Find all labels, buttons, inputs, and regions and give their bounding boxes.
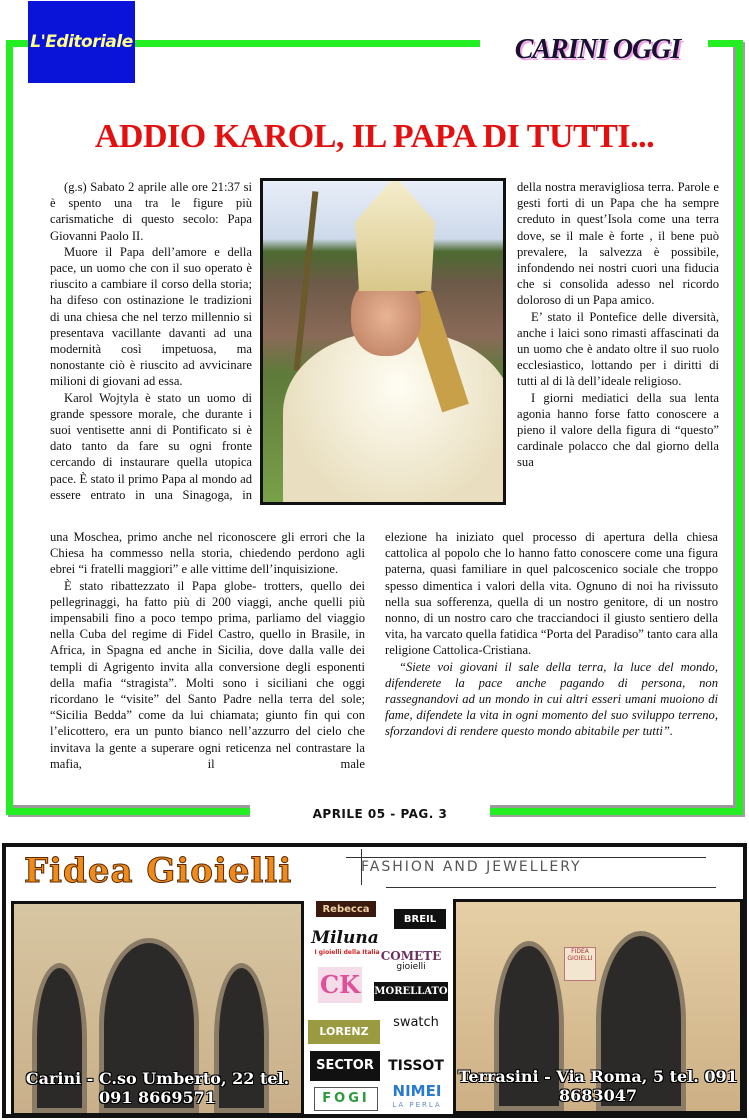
paragraph: E’ stato il Pontefice delle diversità, anche i laici sono rimasti affascinati da un uomo che è andato oltre il suo ruolo ecclesiastico, lottando per i diritti di tutti al di là dell’ideale religioso. xyxy=(517,309,719,389)
column-left-top xyxy=(50,179,252,503)
shop-photo-terrasini xyxy=(453,899,743,1114)
paragraph: È stato ribattezzato il Papa globe- trotters, quello dei pellegrinaggi, ha fatto più di 200 viaggi, anche quelli più impensabili fino a poco tempo prima, parliamo del viaggio nella Cuba del regime di Fidel Castro, quello in Brasile, in Africa, in Spagna ed anche in Sicilia, dove dalla valle dei templi di Agrigento invita alla conversione degli esponenti della mafia “stragista”. Molti sono i siciliani che oggi ricordano le “visite” del Santo Padre nella terra del sole; “Sicilia Bedda” come da lui chiamata; giunto fin qui con l’elicottero, era un punto bianco nell’azzurro del cielo che invitava la gente a superare ogni reticenza nel contrastare la mafia, il male xyxy=(50,578,365,771)
logo-miluna-sub: I gioielli della Italia xyxy=(314,948,380,956)
article-title: ADDIO KAROL, IL PAPA DI TUTTI... xyxy=(94,118,655,155)
column-right-bottom xyxy=(385,529,718,740)
paragraph: I giorni mediatici della sua lenta agonia hanno forse fatto conoscere a pieno il valore della figura di “questo” cardinale polacco che dal giorno della sua xyxy=(517,390,719,470)
logo-breil: BREIL xyxy=(394,909,446,929)
logo-miluna: Miluna xyxy=(311,927,379,948)
newspaper-logo: CARINI OGGI xyxy=(514,34,681,65)
logo-rebecca: Rebecca xyxy=(316,901,376,917)
paragraph: una Moschea, primo anche nel riconoscere gli errori che la Chiesa ha commesso nella storia, chiedendo perdono agli ebrei “i fratelli maggiori” e alle vittime dell’inquisizione. xyxy=(50,530,365,577)
logo-nimei: NIMEI xyxy=(392,1081,442,1100)
divider xyxy=(386,887,716,888)
column-left-bottom xyxy=(50,529,365,772)
logo-ck: CK xyxy=(318,967,362,1003)
logo-tissot: TISSOT xyxy=(388,1058,444,1075)
logo-fogi: FOGI xyxy=(314,1087,378,1111)
logo-sector: SECTOR xyxy=(310,1051,380,1081)
pastoral-staff xyxy=(294,191,319,371)
section-logo-editoriale xyxy=(28,1,135,83)
shop-right-caption: Terrasini - Via Roma, 5 tel. 091 8683047 xyxy=(458,1067,738,1105)
quote-paragraph: “Siete voi giovani il sale della terra, la luce del mondo, difenderete la pace anche pagando di persona, non rassegnandovi ad un mondo in cui altri esseri umani muoiono di fame, difendete la vita in ogni momento del suo sviluppo terreno, sforzandovi di rendere questo mondo abitabile per tutti”. xyxy=(385,659,718,739)
logo-lorenz: LORENZ xyxy=(308,1020,380,1044)
paragraph: (g.s) Sabato 2 aprile alle ore 21:37 si è spento una tra le figure più carismatiche di questo secolo: Papa Giovanni Paolo II. xyxy=(50,180,252,243)
brand-logos xyxy=(306,897,451,1117)
robe xyxy=(283,332,506,505)
pope-photo xyxy=(260,178,506,505)
page-footer: APRILE 05 - PAG. 3 xyxy=(285,807,475,821)
mitre xyxy=(355,178,435,291)
shop-sign: FIDEA GIOIELLI xyxy=(564,947,596,981)
brand-logo: Fidea Gioielli xyxy=(24,851,293,891)
advertisement xyxy=(2,843,747,1118)
tagline: FASHION AND JEWELLERY xyxy=(361,859,582,875)
logo-comete-sub: gioielli xyxy=(396,962,426,973)
column-right-top xyxy=(517,179,719,471)
shop-left-caption: Carini - C.so Umberto, 22 tel. 091 8669571 xyxy=(25,1069,290,1107)
paragraph: della nostra meravigliosa terra. Parole e gesti forti di un Papa che ha sempre creduto in quest’Isola come una terra dove, se il male è forte , il bene può prevalere, la salvezza è possibile, infondendo nei nostri cuori una fiducia che si consolida adesso nel ricordo doloroso di un Papa amico. xyxy=(517,180,719,308)
divider xyxy=(346,857,706,858)
paragraph: Muore il Papa dell’amore e della pace, un uomo che con il suo operato è riuscito a cambiare il corso della storia; ha difeso con ostinazione le tradizioni di una chiesa che nel terzo millennio si presentava vacillante davanti ad una modernità così impetuosa, ma nonostante ciò è riuscito ad avvicinare milioni di giovani ad essa. xyxy=(50,244,252,389)
logo-comete: COMETE xyxy=(380,948,442,963)
shop-photo-carini xyxy=(11,901,304,1116)
logo-la-perla: LA PERLA xyxy=(392,1100,442,1109)
paragraph: Karol Wojtyla è stato un uomo di grande spessore morale, che durante i suoi ventisette anni di Pontificato si è dato tanto da fare su ogni fronte cercando di instaurare quella utopica pace. È stato il primo Papa al mondo ad essere entrato in una Sinagoga, in xyxy=(50,390,252,502)
section-logo-text: L'Editoriale xyxy=(30,32,133,52)
logo-morellato: MORELLATO xyxy=(374,982,448,1001)
logo-swatch: swatch xyxy=(393,1014,439,1030)
paragraph: elezione ha iniziato quel processo di apertura della chiesa cattolica al popolo che lo hanno fatto conoscere come una figura paterna, quasi familiare in quel palcoscenico sociale che troppo spesso dimentica i valori della vita. Ognuno di noi ha rivissuto nella sua sofferenza, quella di un nostro genitore, di un nostro nonno, di un nostro caro che tracciandoci il giusto sentiero della vita, ha varcato quella fatidica “Porta del Paradiso” tanto cara alla religione Cattolica-Cristiana. xyxy=(385,530,718,658)
